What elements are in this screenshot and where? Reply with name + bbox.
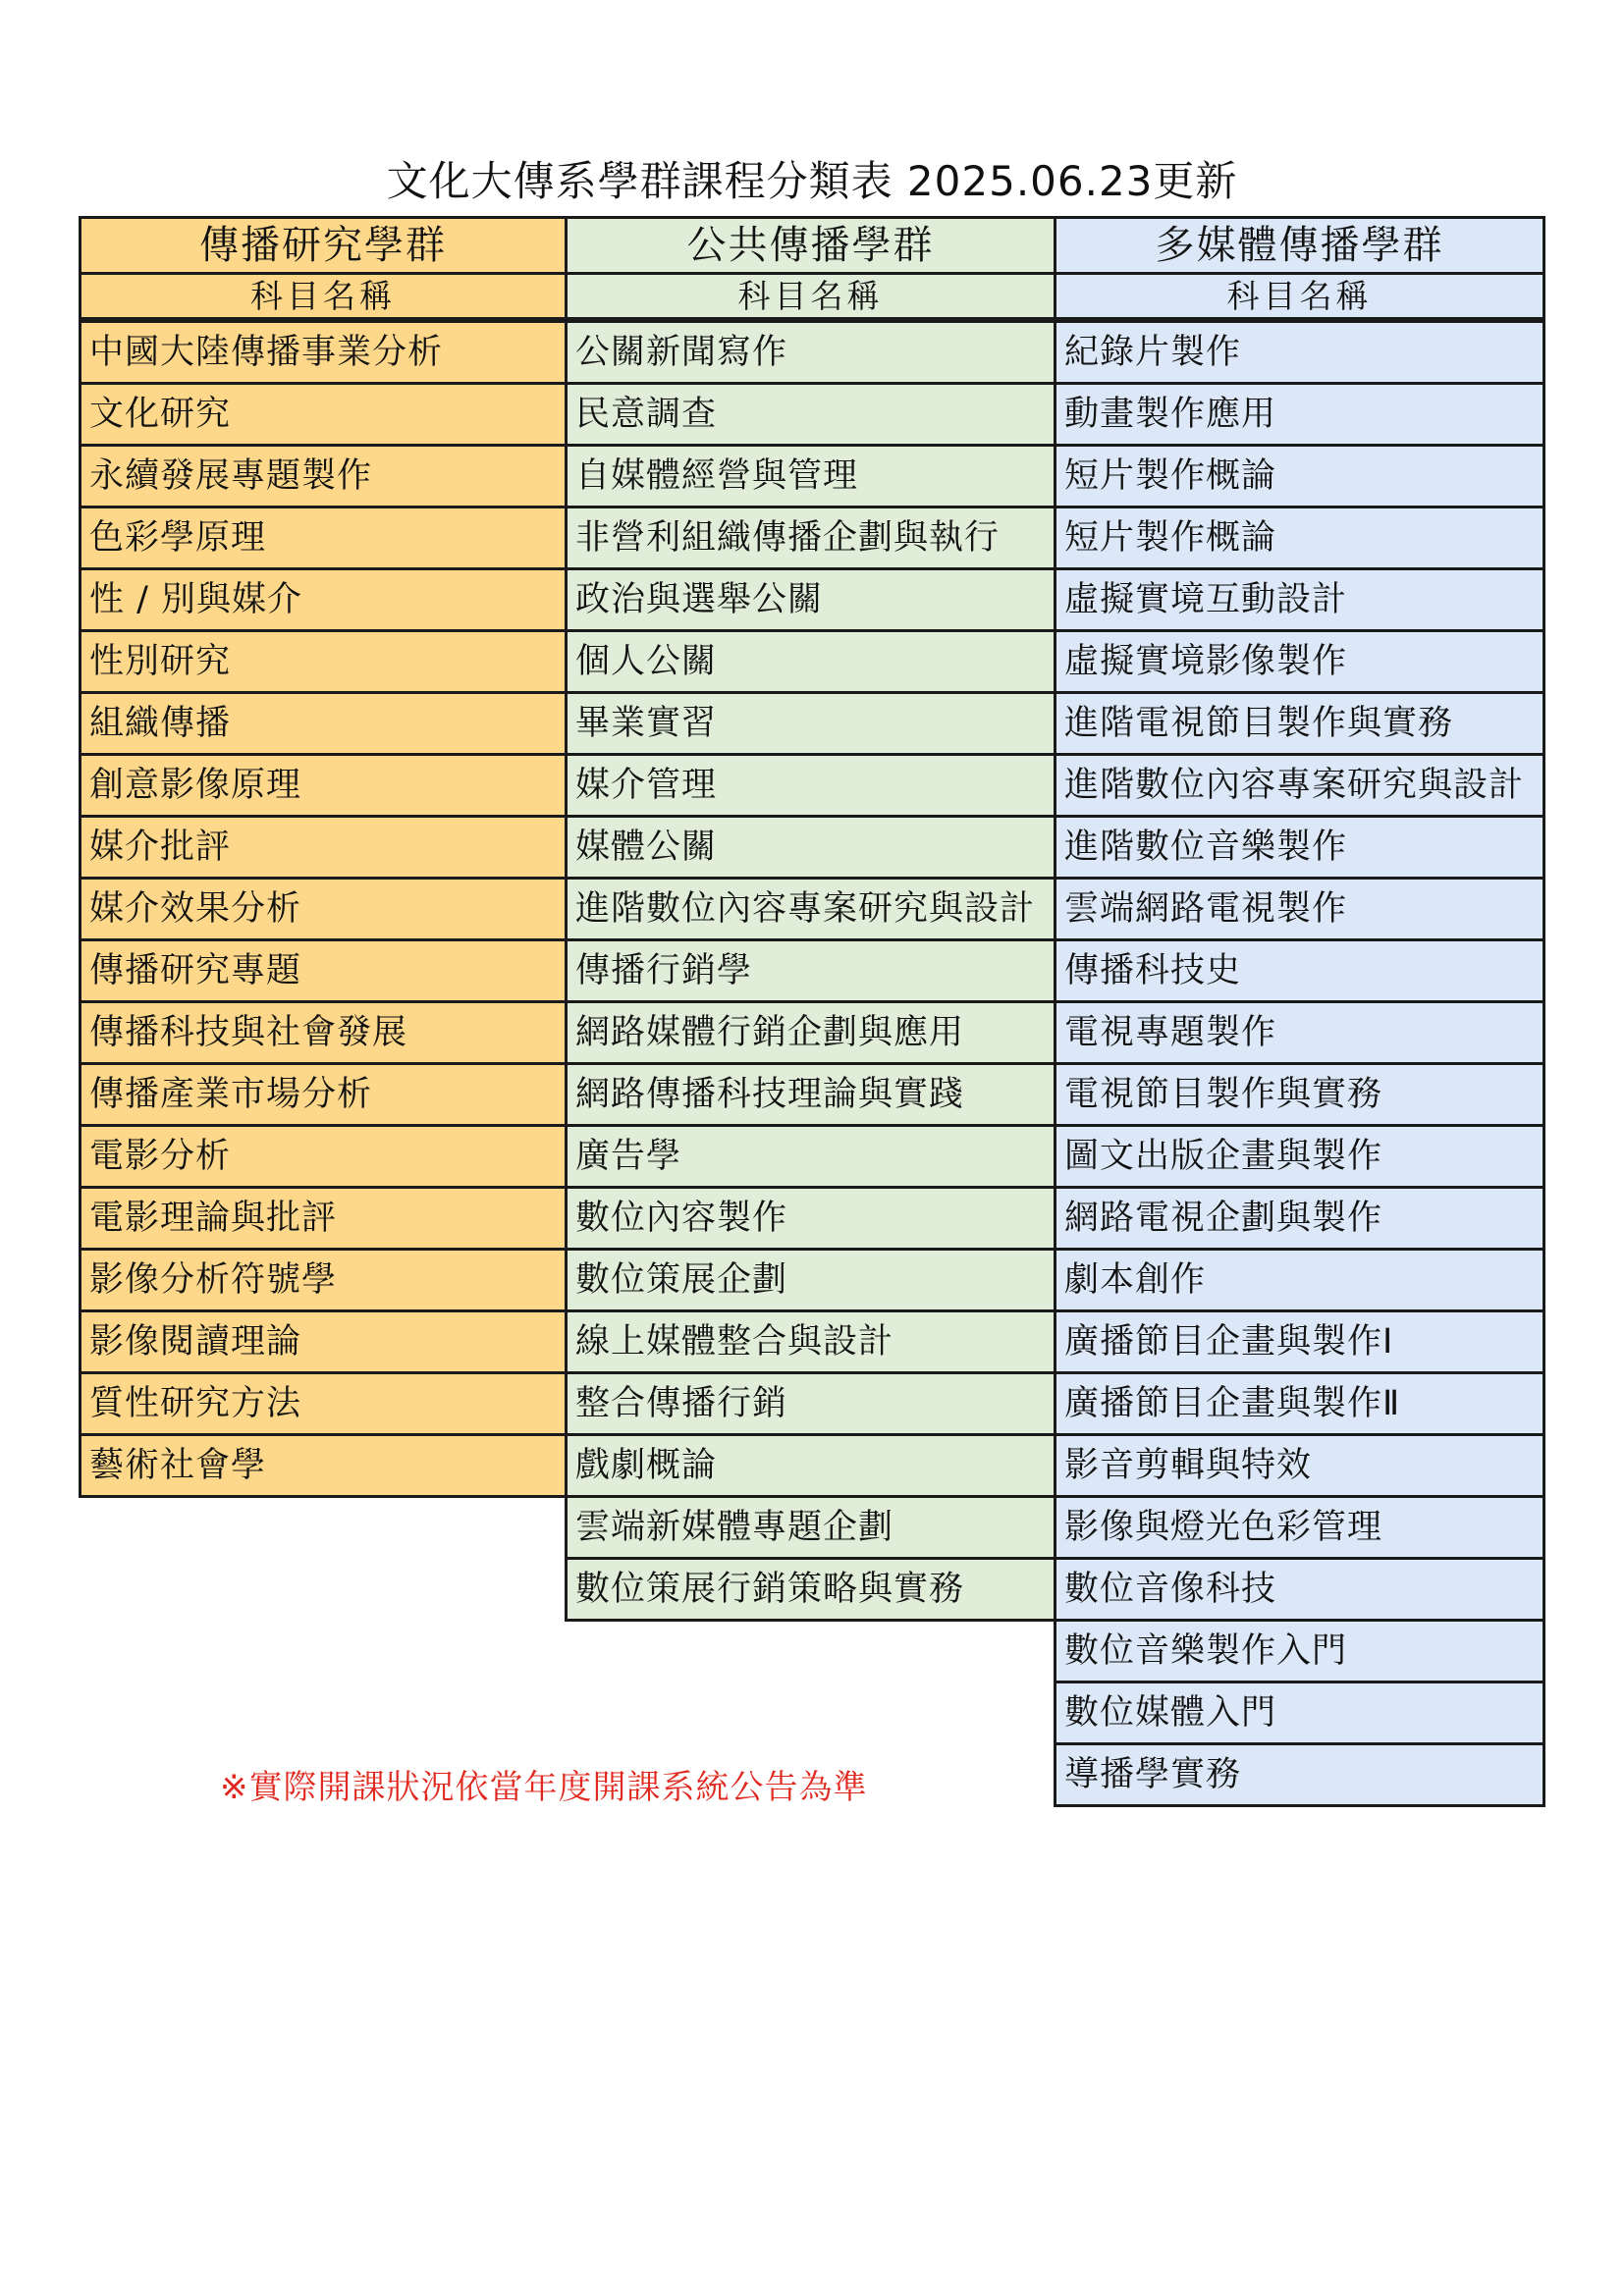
course-cell: 質性研究方法 xyxy=(79,1371,568,1436)
course-cell: 網路電視企劃與製作 xyxy=(1054,1186,1545,1251)
group-header: 多媒體傳播學群 xyxy=(1054,216,1545,275)
course-group-multimedia-communication xyxy=(1056,216,1545,1807)
course-cell: 廣播節目企畫與製作Ⅰ xyxy=(1054,1309,1545,1374)
course-cell: 線上媒體整合與設計 xyxy=(565,1309,1056,1374)
course-cell: 影像分析符號學 xyxy=(79,1248,568,1312)
course-cell: 雲端新媒體專題企劃 xyxy=(565,1495,1056,1560)
course-cell: 色彩學原理 xyxy=(79,506,568,570)
course-cell: 戲劇概論 xyxy=(565,1433,1056,1498)
course-cell: 紀錄片製作 xyxy=(1054,320,1545,385)
course-cell: 傳播研究專題 xyxy=(79,938,568,1003)
course-cell: 導播學實務 xyxy=(1054,1742,1545,1807)
course-cell: 短片製作概論 xyxy=(1054,444,1545,508)
course-cell: 網路媒體行銷企劃與應用 xyxy=(565,1000,1056,1065)
course-cell: 公關新聞寫作 xyxy=(565,320,1056,385)
course-cell: 廣播節目企畫與製作Ⅱ xyxy=(1054,1371,1545,1436)
course-group-communication-research xyxy=(79,216,568,1498)
course-cell: 電影理論與批評 xyxy=(79,1186,568,1251)
course-cell: 數位媒體入門 xyxy=(1054,1681,1545,1745)
course-cell: 傳播行銷學 xyxy=(565,938,1056,1003)
course-cell: 藝術社會學 xyxy=(79,1433,568,1498)
course-cell: 網路傳播科技理論與實踐 xyxy=(565,1062,1056,1127)
course-cell: 數位音樂製作入門 xyxy=(1054,1619,1545,1683)
course-list xyxy=(79,320,568,1498)
course-list xyxy=(568,320,1056,1622)
course-cell: 圖文出版企畫與製作 xyxy=(1054,1124,1545,1189)
course-cell: 電視節目製作與實務 xyxy=(1054,1062,1545,1127)
course-cell: 數位音像科技 xyxy=(1054,1557,1545,1622)
course-cell: 進階電視節目製作與實務 xyxy=(1054,691,1545,756)
course-cell: 民意調查 xyxy=(565,382,1056,447)
course-cell: 媒體公關 xyxy=(565,815,1056,880)
course-cell: 性 / 別與媒介 xyxy=(79,567,568,632)
course-cell: 劇本創作 xyxy=(1054,1248,1545,1312)
course-cell: 短片製作概論 xyxy=(1054,506,1545,570)
course-cell: 雲端網路電視製作 xyxy=(1054,877,1545,941)
course-cell: 進階數位內容專案研究與設計 xyxy=(1054,753,1545,818)
course-cell: 數位策展企劃 xyxy=(565,1248,1056,1312)
course-cell: 文化研究 xyxy=(79,382,568,447)
group-header: 傳播研究學群 xyxy=(79,216,568,275)
course-cell: 傳播產業市場分析 xyxy=(79,1062,568,1127)
course-cell: 傳播科技史 xyxy=(1054,938,1545,1003)
course-cell: 媒介管理 xyxy=(565,753,1056,818)
course-cell: 性別研究 xyxy=(79,629,568,694)
group-header: 公共傳播學群 xyxy=(565,216,1056,275)
course-cell: 整合傳播行銷 xyxy=(565,1371,1056,1436)
course-cell: 影像與燈光色彩管理 xyxy=(1054,1495,1545,1560)
course-list xyxy=(1056,320,1545,1807)
course-cell: 虛擬實境影像製作 xyxy=(1054,629,1545,694)
course-cell: 廣告學 xyxy=(565,1124,1056,1189)
course-cell: 虛擬實境互動設計 xyxy=(1054,567,1545,632)
course-cell: 中國大陸傳播事業分析 xyxy=(79,320,568,385)
course-cell: 電影分析 xyxy=(79,1124,568,1189)
column-subheader: 科目名稱 xyxy=(565,272,1056,320)
footnote: ※實際開課狀況依當年度開課系統公告為準 xyxy=(220,1768,868,1807)
course-cell: 永續發展專題製作 xyxy=(79,444,568,508)
course-cell: 媒介批評 xyxy=(79,815,568,880)
course-cell: 組織傳播 xyxy=(79,691,568,756)
course-cell: 政治與選舉公關 xyxy=(565,567,1056,632)
course-cell: 畢業實習 xyxy=(565,691,1056,756)
course-cell: 電視專題製作 xyxy=(1054,1000,1545,1065)
course-cell: 個人公關 xyxy=(565,629,1056,694)
course-cell: 進階數位音樂製作 xyxy=(1054,815,1545,880)
course-cell: 非營利組織傳播企劃與執行 xyxy=(565,506,1056,570)
course-cell: 媒介效果分析 xyxy=(79,877,568,941)
course-cell: 創意影像原理 xyxy=(79,753,568,818)
course-cell: 影像閱讀理論 xyxy=(79,1309,568,1374)
page-title: 文化大傳系學群課程分類表 2025.06.23更新 xyxy=(386,157,1238,205)
column-subheader: 科目名稱 xyxy=(1054,272,1545,320)
course-cell: 影音剪輯與特效 xyxy=(1054,1433,1545,1498)
column-subheader: 科目名稱 xyxy=(79,272,568,320)
course-cell: 進階數位內容專案研究與設計 xyxy=(565,877,1056,941)
course-cell: 傳播科技與社會發展 xyxy=(79,1000,568,1065)
course-cell: 數位策展行銷策略與實務 xyxy=(565,1557,1056,1622)
course-cell: 數位內容製作 xyxy=(565,1186,1056,1251)
course-cell: 自媒體經營與管理 xyxy=(565,444,1056,508)
course-group-public-communication xyxy=(568,216,1056,1622)
course-cell: 動畫製作應用 xyxy=(1054,382,1545,447)
